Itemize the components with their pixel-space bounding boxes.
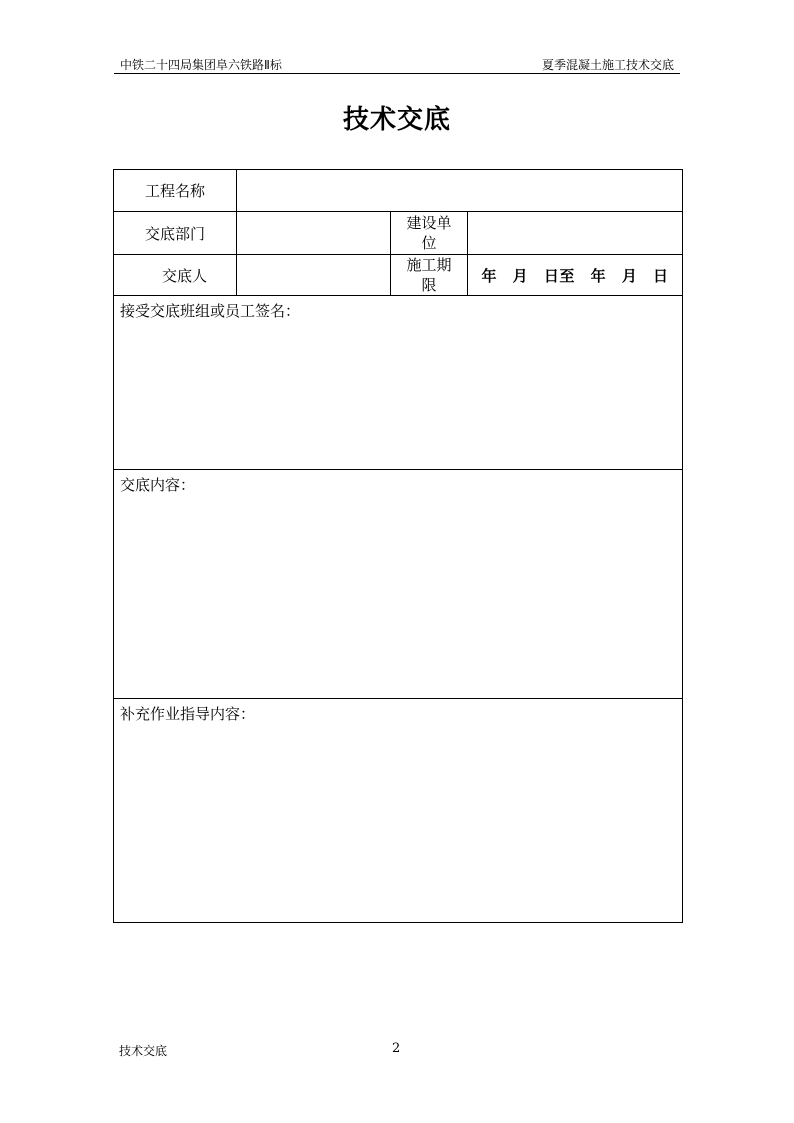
person-label: 交底人 [114,255,237,296]
content-section[interactable] [114,470,683,699]
period-label-line2: 限 [421,276,437,294]
disclosure-form-table [113,169,683,923]
header-right-text: 夏季混凝土施工技术交底 [541,58,674,72]
row-content [114,470,683,699]
content-label: 交底内容： [120,476,196,494]
supplement-section[interactable] [114,699,683,923]
project-name-label: 工程名称 [114,170,237,212]
page-header [114,57,680,74]
signature-label: 接受交底班组或员工签名： [120,302,301,320]
row-dept-builder [114,212,683,255]
dept-field[interactable] [237,212,391,255]
period-label [391,255,468,296]
builder-label-line1: 建设单 [406,214,452,232]
dept-label: 交底部门 [114,212,237,255]
period-field[interactable]: 年 月 日至 年 月 日 [468,255,683,296]
footer-left-text: 技术交底 [119,1044,168,1058]
period-label-line1: 施工期 [406,256,452,274]
builder-label-line2: 位 [421,234,437,252]
page-number: 2 [392,1041,401,1056]
signature-section[interactable] [114,296,683,470]
builder-field[interactable] [468,212,683,255]
row-project-name [114,170,683,212]
builder-label [391,212,468,255]
header-left-text: 中铁二十四局集团阜六铁路Ⅱ标 [120,58,282,72]
project-name-field[interactable] [237,170,683,212]
supplement-label: 补充作业指导内容： [120,705,256,723]
row-signature [114,296,683,470]
row-supplement [114,699,683,923]
document-title: 技术交底 [342,105,451,135]
person-field[interactable] [237,255,391,296]
row-person-period [114,255,683,296]
